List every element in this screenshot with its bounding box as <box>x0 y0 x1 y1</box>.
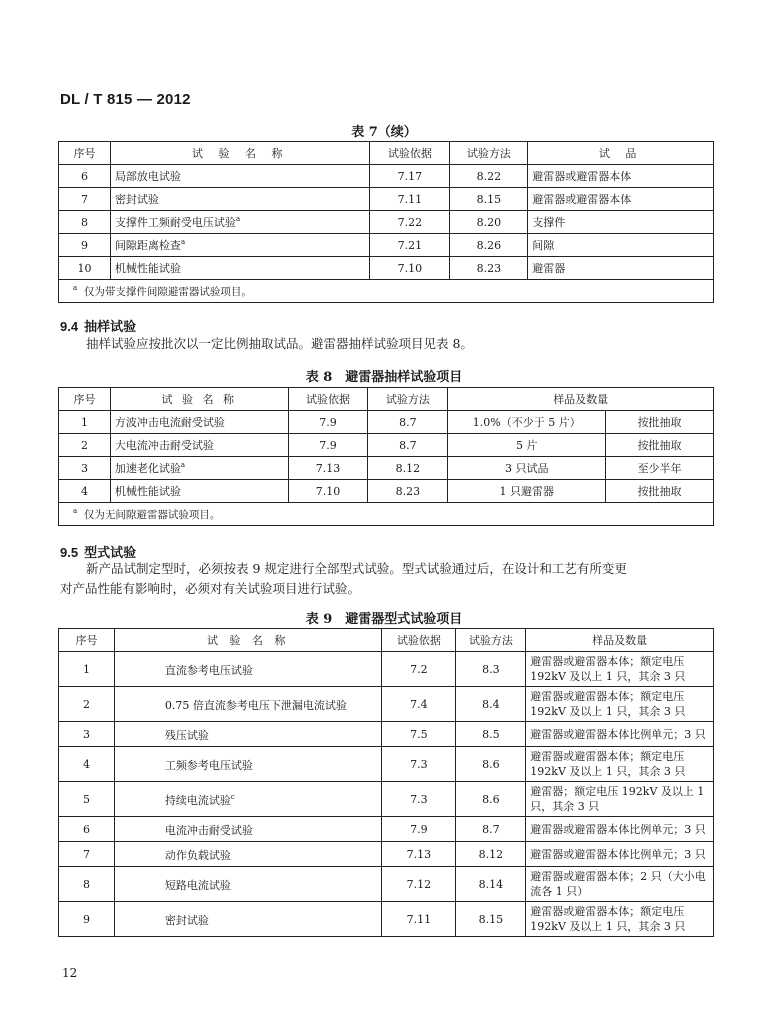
row-quantity: 避雷器或避雷器本体；额定电压 192kV 及以上 1 只，其余 3 只 <box>526 902 714 937</box>
row-name: 支撑件工频耐受电压试验$^a$ <box>110 211 370 234</box>
row-no: 2 <box>59 434 111 457</box>
row-no: 7 <box>59 188 111 211</box>
row-no: 1 <box>59 652 115 687</box>
row-basis: 7.10 <box>288 480 368 503</box>
row-name: 短路电流试验 <box>114 867 382 902</box>
row-sample: 避雷器或避雷器本体 <box>528 188 714 211</box>
row-name: 机械性能试验 <box>110 480 288 503</box>
row-name: 动作负载试验 <box>114 842 382 867</box>
table-row <box>59 867 714 902</box>
row-basis: 7.3 <box>382 747 456 782</box>
row-name: 机械性能试验 <box>110 257 370 280</box>
row-no: 10 <box>59 257 111 280</box>
row-quantity: 避雷器或避雷器本体比例单元；3 只 <box>526 817 714 842</box>
row-no: 1 <box>59 411 111 434</box>
row-rule: 按批抽取 <box>606 411 714 434</box>
row-rule: 按批抽取 <box>606 434 714 457</box>
row-basis: 7.21 <box>370 234 450 257</box>
table-row <box>59 434 714 457</box>
row-quantity: 避雷器或避雷器本体；2 只（大小电流各 1 只） <box>526 867 714 902</box>
row-quantity: 1.0%（不少于 5 片） <box>448 411 606 434</box>
header-cell: 样品及数量 <box>448 388 714 411</box>
table-row <box>59 457 714 480</box>
header-cell: 试 验 名 称 <box>114 629 382 652</box>
row-rule: 按批抽取 <box>606 480 714 503</box>
header-cell: 序号 <box>59 142 111 165</box>
row-name: 持续电流试验$^c$ <box>114 782 382 817</box>
table-note-row <box>59 503 714 526</box>
row-name: 0.75 倍直流参考电压下泄漏电流试验 <box>114 687 382 722</box>
header-cell: 序号 <box>59 388 111 411</box>
row-no: 8 <box>59 211 111 234</box>
table-row <box>59 842 714 867</box>
row-quantity: 3 只试品 <box>448 457 606 480</box>
row-name: 密封试验 <box>110 188 370 211</box>
table-row <box>59 165 714 188</box>
row-rule: 至少半年 <box>606 457 714 480</box>
row-name: 方波冲击电流耐受试验 <box>110 411 288 434</box>
page-number: 12 <box>62 966 78 980</box>
row-basis: 7.22 <box>370 211 450 234</box>
header-cell: 试 验 名 称 <box>110 388 288 411</box>
table-row <box>59 652 714 687</box>
row-method: 8.6 <box>456 747 526 782</box>
header-cell: 试 验 名 称 <box>110 142 370 165</box>
row-quantity: 避雷器或避雷器本体；额定电压 192kV 及以上 1 只，其余 3 只 <box>526 747 714 782</box>
row-method: 8.12 <box>368 457 448 480</box>
table7 <box>58 141 714 303</box>
row-basis: 7.9 <box>288 434 368 457</box>
row-quantity: 避雷器或避雷器本体；额定电压 192kV 及以上 1 只，其余 3 只 <box>526 652 714 687</box>
row-method: 8.26 <box>450 234 528 257</box>
row-method: 8.23 <box>368 480 448 503</box>
row-method: 8.15 <box>456 902 526 937</box>
row-no: 3 <box>59 722 115 747</box>
document-code: DL / T 815 — 2012 <box>60 91 191 108</box>
section-heading-9-4 <box>60 316 136 335</box>
row-name: 电流冲击耐受试验 <box>114 817 382 842</box>
section-9-4-paragraph: 抽样试验应按批次以一定比例抽取试品。避雷器抽样试验项目见表 8。 <box>86 336 473 351</box>
row-quantity: 避雷器或避雷器本体；额定电压 192kV 及以上 1 只，其余 3 只 <box>526 687 714 722</box>
header-cell: 序号 <box>59 629 115 652</box>
row-quantity: 避雷器或避雷器本体比例单元；3 只 <box>526 722 714 747</box>
table-note: $^a$ 仅为无间隙避雷器试验项目。 <box>59 503 714 526</box>
row-method: 8.6 <box>456 782 526 817</box>
row-method: 8.14 <box>456 867 526 902</box>
row-no: 8 <box>59 867 115 902</box>
row-name: 残压试验 <box>114 722 382 747</box>
table-note-row <box>59 280 714 303</box>
row-no: 4 <box>59 747 115 782</box>
header-cell: 试验依据 <box>288 388 368 411</box>
table-row <box>59 411 714 434</box>
row-sample: 避雷器 <box>528 257 714 280</box>
row-method: 8.7 <box>456 817 526 842</box>
row-basis: 7.2 <box>382 652 456 687</box>
row-basis: 7.5 <box>382 722 456 747</box>
table-row <box>59 902 714 937</box>
row-method: 8.15 <box>450 188 528 211</box>
row-quantity: 避雷器；额定电压 192kV 及以上 1 只，其余 3 只 <box>526 782 714 817</box>
header-cell: 试验依据 <box>382 629 456 652</box>
row-method: 8.20 <box>450 211 528 234</box>
row-basis: 7.9 <box>382 817 456 842</box>
row-basis: 7.3 <box>382 782 456 817</box>
row-no: 9 <box>59 234 111 257</box>
table9-caption: 表 9 避雷器型式试验项目 <box>305 612 463 627</box>
row-name: 加速老化试验$^a$ <box>110 457 288 480</box>
header-cell: 试 品 <box>528 142 714 165</box>
header-cell: 试验依据 <box>370 142 450 165</box>
header-cell: 试验方法 <box>456 629 526 652</box>
row-quantity: 5 片 <box>448 434 606 457</box>
table-row <box>59 747 714 782</box>
section-number: 9.5 <box>60 545 79 560</box>
row-basis: 7.13 <box>288 457 368 480</box>
row-basis: 7.4 <box>382 687 456 722</box>
row-no: 5 <box>59 782 115 817</box>
row-method: 8.7 <box>368 411 448 434</box>
table-row <box>59 480 714 503</box>
row-name: 密封试验 <box>114 902 382 937</box>
row-method: 8.3 <box>456 652 526 687</box>
row-no: 7 <box>59 842 115 867</box>
row-sample: 避雷器或避雷器本体 <box>528 165 714 188</box>
row-basis: 7.17 <box>370 165 450 188</box>
table-row <box>59 687 714 722</box>
table-header-row <box>59 629 714 652</box>
row-name: 直流参考电压试验 <box>114 652 382 687</box>
row-sample: 支撑件 <box>528 211 714 234</box>
table9 <box>58 628 714 937</box>
table-note: $^a$ 仅为带支撑件间隙避雷器试验项目。 <box>59 280 714 303</box>
row-basis: 7.13 <box>382 842 456 867</box>
row-method: 8.22 <box>450 165 528 188</box>
row-no: 4 <box>59 480 111 503</box>
row-name: 间隙距离检查$^a$ <box>110 234 370 257</box>
row-no: 6 <box>59 165 111 188</box>
table8 <box>58 387 714 526</box>
table-row <box>59 188 714 211</box>
row-method: 8.7 <box>368 434 448 457</box>
section-number: 9.4 <box>60 319 79 334</box>
section-title: 型式试验 <box>84 546 137 561</box>
row-method: 8.12 <box>456 842 526 867</box>
table8-caption: 表 8 避雷器抽样试验项目 <box>305 370 463 385</box>
row-basis: 7.10 <box>370 257 450 280</box>
table-row <box>59 257 714 280</box>
row-basis: 7.11 <box>370 188 450 211</box>
row-basis: 7.11 <box>382 902 456 937</box>
row-no: 9 <box>59 902 115 937</box>
row-method: 8.4 <box>456 687 526 722</box>
table-row <box>59 817 714 842</box>
header-cell: 试验方法 <box>450 142 528 165</box>
section-title: 抽样试验 <box>84 320 137 335</box>
table-header-row <box>59 388 714 411</box>
table7-caption: 表 7（续） <box>351 125 417 140</box>
table-row <box>59 234 714 257</box>
row-name: 局部放电试验 <box>110 165 370 188</box>
table-row <box>59 211 714 234</box>
row-name: 大电流冲击耐受试验 <box>110 434 288 457</box>
header-cell: 样品及数量 <box>526 629 714 652</box>
row-quantity: 避雷器或避雷器本体比例单元；3 只 <box>526 842 714 867</box>
row-name: 工频参考电压试验 <box>114 747 382 782</box>
row-no: 3 <box>59 457 111 480</box>
row-method: 8.23 <box>450 257 528 280</box>
header-cell: 试验方法 <box>368 388 448 411</box>
row-no: 6 <box>59 817 115 842</box>
row-no: 2 <box>59 687 115 722</box>
row-quantity: 1 只避雷器 <box>448 480 606 503</box>
table-header-row <box>59 142 714 165</box>
row-basis: 7.9 <box>288 411 368 434</box>
row-method: 8.5 <box>456 722 526 747</box>
row-sample: 间隙 <box>528 234 714 257</box>
row-basis: 7.12 <box>382 867 456 902</box>
table-row <box>59 722 714 747</box>
table-row <box>59 782 714 817</box>
section-9-5-paragraph: 新产品试制定型时，必须按表 9 规定进行全部型式试验。型式试验通过后，在设计和工艺有所变更 对产品性能有影响时，必须对有关试验项目进行试验。 <box>60 561 627 596</box>
